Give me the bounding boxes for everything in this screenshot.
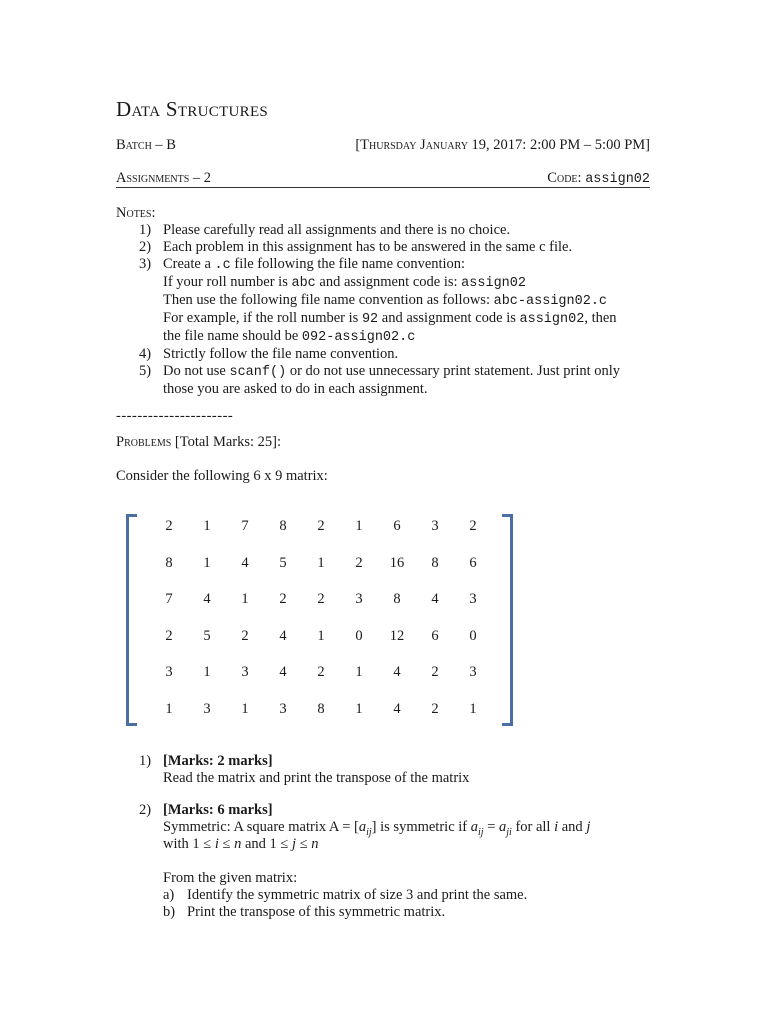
matrix-cell: 2: [317, 518, 325, 534]
note-line: the file name should be 092-assign02.c: [163, 328, 416, 345]
matrix-cell: 1: [203, 518, 211, 534]
matrix-cell: 12: [389, 627, 405, 644]
matrix-cell: 3: [469, 591, 477, 607]
matrix-cell: 4: [393, 664, 401, 680]
matrix-cell: 3: [469, 664, 477, 680]
note-line: If your roll number is abc and assignment code is: assign02: [163, 274, 526, 291]
matrix-cell: 8: [393, 591, 401, 607]
matrix-cell: 4: [431, 591, 439, 607]
problem-marks: [Marks: 2 marks]: [163, 753, 273, 769]
matrix-row: [150, 664, 492, 701]
matrix-cell: 3: [279, 700, 287, 717]
code-value: assign02: [585, 172, 650, 187]
matrix-cell: 8: [317, 700, 325, 717]
matrix-cell: 3: [203, 700, 211, 717]
note-item: [116, 256, 676, 346]
matrix-cell: 0: [469, 627, 477, 644]
subtask-a: a) Identify the symmetric matrix of size 3 and print the same.: [163, 887, 528, 903]
notes-list: [116, 222, 676, 398]
matrix-cell: 1: [317, 627, 325, 644]
matrix-cell: 7: [241, 518, 249, 534]
matrix-cell: 2: [165, 627, 173, 644]
separator: ----------------------: [116, 408, 234, 424]
note-item: [116, 239, 676, 256]
problem-number: 1): [139, 753, 152, 769]
matrix-cell: 6: [393, 518, 401, 534]
date-time-label: [Thursday January 19, 2017: 2:00 PM – 5:00 PM]: [355, 137, 650, 153]
matrix-cell: 1: [241, 591, 249, 607]
matrix-cell: 6: [431, 627, 439, 644]
header-divider: [116, 187, 650, 188]
matrix-cell: 8: [165, 554, 173, 571]
note-text: Strictly follow the file name convention.: [163, 346, 399, 362]
matrix-cell: 5: [203, 627, 211, 644]
matrix-cell: 3: [355, 591, 363, 607]
matrix-cell: 1: [241, 700, 249, 717]
matrix-row: [150, 555, 492, 592]
matrix-cell: 1: [317, 554, 325, 571]
document-title: Data Structures: [116, 97, 269, 121]
matrix-cell: 3: [431, 518, 439, 534]
problems-heading: Problems [Total Marks: 25]:: [116, 434, 282, 450]
matrix-cell: 6: [469, 554, 477, 571]
matrix-row: [150, 591, 492, 628]
note-text: Please carefully read all assignments and there is no choice.: [163, 222, 511, 238]
matrix-cell: 16: [389, 554, 405, 571]
matrix-cell: 8: [279, 518, 287, 534]
matrix-cell: 2: [469, 518, 477, 534]
matrix-cell: 4: [203, 591, 211, 607]
from-matrix-text: From the given matrix:: [163, 870, 298, 886]
matrix-intro: Consider the following 6 x 9 matrix:: [116, 468, 328, 484]
matrix-cell: 2: [279, 591, 287, 607]
matrix-cell: 2: [431, 664, 439, 680]
note-line: Do not use scanf() or do not use unnecessary print statement. Just print only: [163, 363, 621, 380]
matrix-cell: 8: [431, 554, 439, 571]
note-item: [116, 222, 676, 239]
matrix-cell: 2: [355, 554, 363, 571]
batch-label: Batch – B: [116, 137, 176, 153]
matrix-row: [150, 701, 492, 738]
matrix-cell: 2: [431, 700, 439, 717]
matrix-cell: 3: [241, 664, 249, 680]
note-number: 5): [139, 363, 152, 379]
matrix-cell: 3: [165, 664, 173, 680]
subtask-b: b) Print the transpose of this symmetric matrix.: [163, 904, 446, 920]
matrix-cell: 1: [355, 518, 363, 534]
notes-heading: Notes:: [116, 205, 156, 221]
matrix-row: [150, 628, 492, 665]
matrix-cell: 1: [165, 700, 173, 717]
matrix-cell: 0: [355, 627, 363, 644]
matrix-cell: 4: [279, 627, 287, 644]
note-item: [116, 346, 676, 363]
note-line: Create a .c file following the file name convention:: [163, 256, 466, 273]
matrix-cell: 2: [165, 518, 173, 534]
code-label: Code:: [547, 170, 586, 186]
matrix-cell: 1: [203, 664, 211, 680]
note-line: For example, if the roll number is 92 and assignment code is assign02, then: [163, 310, 617, 327]
problem-1: [116, 753, 676, 787]
matrix-cell: 4: [241, 554, 249, 571]
note-number: 2): [139, 239, 152, 255]
note-number: 3): [139, 256, 152, 272]
matrix-cell: 4: [393, 700, 401, 717]
matrix-cell: 2: [241, 627, 249, 644]
matrix: [150, 518, 492, 737]
note-item: [116, 363, 676, 398]
matrix-cell: 2: [317, 591, 325, 607]
note-line: Then use the following file name convention as follows: abc-assign02.c: [163, 292, 608, 309]
note-line: those you are asked to do in each assignment.: [163, 381, 428, 397]
matrix-right-bracket: [502, 514, 513, 726]
problem-2: [116, 802, 676, 921]
problem-marks: [Marks: 6 marks]: [163, 802, 273, 818]
problem-text: Read the matrix and print the transpose of the matrix: [163, 770, 470, 786]
note-text: Each problem in this assignment has to be answered in the same c file.: [163, 239, 573, 255]
matrix-cell: 1: [355, 700, 363, 717]
index-range: with 1 ≤ i ≤ n and 1 ≤ j ≤ n: [163, 836, 319, 852]
note-number: 4): [139, 346, 152, 362]
matrix-row: [150, 518, 492, 555]
symmetric-definition: Symmetric: A square matrix $A = [a_{ij}]$ is symmetric if $a_{ij} = a_{ji}$ for all i and j: [163, 819, 591, 838]
matrix-cell: 1: [203, 554, 211, 571]
matrix-cell: 5: [279, 554, 287, 571]
assignments-label: Assignments – 2: [116, 170, 212, 186]
matrix-cell: 1: [355, 664, 363, 680]
problem-number: 2): [139, 802, 152, 818]
note-number: 1): [139, 222, 152, 238]
matrix-left-bracket: [126, 514, 137, 726]
matrix-cell: 1: [469, 700, 477, 717]
matrix-cell: 2: [317, 664, 325, 680]
matrix-cell: 4: [279, 664, 287, 680]
assignment-code: [547, 170, 650, 188]
matrix-cell: 7: [165, 591, 173, 607]
